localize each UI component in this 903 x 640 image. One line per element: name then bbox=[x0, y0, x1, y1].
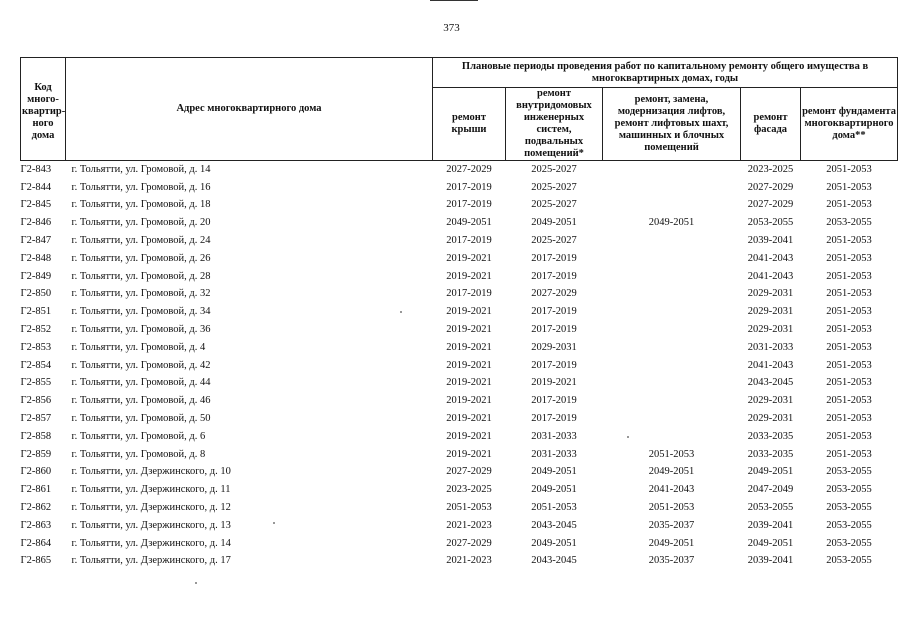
cell-address: г. Тольятти, ул. Дзержинского, д. 14 bbox=[71, 537, 231, 549]
cell-facade: 2029-2031 bbox=[747, 288, 794, 300]
cell-foundation: 2051-2053 bbox=[826, 341, 872, 353]
table-row bbox=[21, 286, 898, 304]
cell-engineering: 2017-2019 bbox=[531, 395, 577, 407]
cell-address: г. Тольятти, ул. Дзержинского, д. 11 bbox=[71, 484, 231, 496]
cell-roof: 2017-2019 bbox=[446, 288, 492, 300]
cell-foundation: 2051-2053 bbox=[826, 306, 872, 318]
cell-roof: 2019-2021 bbox=[446, 306, 492, 318]
cell-lifts bbox=[603, 250, 741, 268]
cell-address: г. Тольятти, ул. Громовой, д. 44 bbox=[71, 377, 211, 389]
cell-facade: 2033-2035 bbox=[747, 430, 794, 442]
repair-schedule-table bbox=[20, 57, 898, 570]
cell-foundation: 2053-2055 bbox=[826, 466, 872, 478]
cell-engineering: 2017-2019 bbox=[531, 359, 577, 371]
cell-address: г. Тольятти, ул. Громовой, д. 34 bbox=[71, 306, 211, 318]
table-row bbox=[21, 499, 898, 517]
cell-address: г. Тольятти, ул. Громовой, д. 26 bbox=[71, 252, 211, 264]
cell-engineering: 2029-2031 bbox=[531, 341, 577, 353]
cell-address: г. Тольятти, ул. Громовой, д. 20 bbox=[71, 217, 211, 229]
cell-foundation: 2051-2053 bbox=[826, 252, 872, 264]
cell-facade: 2029-2031 bbox=[747, 413, 794, 425]
cell-address: г. Тольятти, ул. Громовой, д. 36 bbox=[71, 324, 211, 336]
table-row bbox=[21, 357, 898, 375]
cell-facade: 2041-2043 bbox=[747, 252, 794, 264]
table-row bbox=[21, 303, 898, 321]
top-edge-mark bbox=[430, 0, 478, 1]
cell-lifts bbox=[603, 286, 741, 304]
cell-lifts bbox=[603, 303, 741, 321]
table-row bbox=[21, 392, 898, 410]
cell-code: Г2-843 bbox=[20, 163, 52, 175]
cell-lifts bbox=[603, 357, 741, 375]
cell-engineering: 2019-2021 bbox=[531, 377, 577, 389]
table-row bbox=[21, 410, 898, 428]
cell-code: Г2-850 bbox=[20, 288, 52, 300]
cell-foundation: 2051-2053 bbox=[826, 377, 872, 389]
cell-foundation: 2053-2055 bbox=[826, 519, 872, 531]
cell-engineering: 2051-2053 bbox=[531, 502, 577, 514]
cell-lifts bbox=[603, 232, 741, 250]
table-row bbox=[21, 553, 898, 571]
cell-engineering: 2031-2033 bbox=[531, 448, 577, 460]
cell-address: г. Тольятти, ул. Громовой, д. 32 bbox=[71, 288, 211, 300]
cell-foundation: 2053-2055 bbox=[826, 217, 872, 229]
cell-facade: 2023-2025 bbox=[747, 163, 794, 175]
cell-lifts bbox=[603, 375, 741, 393]
cell-facade: 2041-2043 bbox=[747, 359, 794, 371]
cell-code: Г2-857 bbox=[20, 413, 52, 425]
cell-foundation: 2051-2053 bbox=[826, 199, 872, 211]
cell-code: Г2-852 bbox=[20, 324, 52, 336]
cell-lifts bbox=[603, 179, 741, 197]
cell-address: г. Тольятти, ул. Громовой, д. 24 bbox=[71, 235, 211, 247]
cell-lifts bbox=[603, 392, 741, 410]
cell-engineering: 2031-2033 bbox=[531, 430, 577, 442]
cell-facade: 2031-2033 bbox=[747, 341, 794, 353]
table-row bbox=[21, 232, 898, 250]
cell-engineering: 2017-2019 bbox=[531, 270, 577, 282]
cell-address: г. Тольятти, ул. Громовой, д. 28 bbox=[71, 270, 211, 282]
cell-engineering: 2025-2027 bbox=[531, 199, 577, 211]
cell-engineering: 2025-2027 bbox=[531, 181, 577, 193]
table-row bbox=[21, 535, 898, 553]
cell-code: Г2-859 bbox=[20, 448, 52, 460]
cell-roof: 2019-2021 bbox=[446, 252, 492, 264]
table-row bbox=[21, 268, 898, 286]
cell-code: Г2-849 bbox=[20, 270, 52, 282]
cell-roof: 2023-2025 bbox=[446, 484, 492, 496]
header-foundation: ремонт фундамента многоквартирного дома** bbox=[801, 88, 898, 161]
cell-lifts bbox=[603, 428, 741, 446]
header-roof: ремонт крыши bbox=[433, 88, 506, 161]
cell-foundation: 2051-2053 bbox=[826, 270, 872, 282]
table-row bbox=[21, 179, 898, 197]
table-row bbox=[21, 428, 898, 446]
cell-foundation: 2051-2053 bbox=[826, 163, 872, 175]
cell-roof: 2019-2021 bbox=[446, 270, 492, 282]
table-row bbox=[21, 446, 898, 464]
table-row bbox=[21, 481, 898, 499]
cell-code: Г2-855 bbox=[20, 377, 52, 389]
cell-code: Г2-860 bbox=[20, 466, 52, 478]
table-body bbox=[21, 161, 898, 571]
cell-code: Г2-844 bbox=[20, 181, 52, 193]
cell-address: г. Тольятти, ул. Громовой, д. 16 bbox=[71, 181, 211, 193]
cell-engineering: 2025-2027 bbox=[531, 163, 577, 175]
scan-speck bbox=[627, 436, 629, 438]
cell-foundation: 2053-2055 bbox=[826, 537, 872, 549]
cell-code: Г2-848 bbox=[20, 252, 52, 264]
cell-code: Г2-861 bbox=[20, 484, 52, 496]
cell-foundation: 2051-2053 bbox=[826, 359, 872, 371]
table-row bbox=[21, 464, 898, 482]
cell-roof: 2027-2029 bbox=[446, 163, 492, 175]
cell-engineering: 2049-2051 bbox=[531, 484, 577, 496]
cell-engineering: 2049-2051 bbox=[531, 466, 577, 478]
cell-roof: 2019-2021 bbox=[446, 377, 492, 389]
cell-engineering: 2027-2029 bbox=[531, 288, 577, 300]
scan-speck bbox=[273, 522, 275, 524]
cell-engineering: 2025-2027 bbox=[531, 235, 577, 247]
cell-facade: 2053-2055 bbox=[747, 217, 794, 229]
cell-lifts bbox=[603, 410, 741, 428]
cell-code: Г2-851 bbox=[20, 306, 52, 318]
cell-engineering: 2017-2019 bbox=[531, 324, 577, 336]
cell-roof: 2027-2029 bbox=[446, 466, 492, 478]
cell-facade: 2049-2051 bbox=[747, 537, 794, 549]
cell-roof: 2019-2021 bbox=[446, 359, 492, 371]
header-code: Код много-квартир-ного дома bbox=[21, 58, 66, 161]
cell-lifts bbox=[603, 268, 741, 286]
cell-address: г. Тольятти, ул. Громовой, д. 46 bbox=[71, 395, 211, 407]
header-facade: ремонт фасада bbox=[741, 88, 801, 161]
cell-facade: 2029-2031 bbox=[747, 324, 794, 336]
cell-lifts: 2035-2037 bbox=[648, 519, 695, 531]
header-address: Адрес многоквартирного дома bbox=[66, 58, 433, 161]
scan-speck bbox=[195, 582, 197, 584]
cell-code: Г2-847 bbox=[20, 235, 52, 247]
cell-code: Г2-845 bbox=[20, 199, 52, 211]
cell-foundation: 2051-2053 bbox=[826, 430, 872, 442]
cell-roof: 2019-2021 bbox=[446, 430, 492, 442]
cell-lifts: 2035-2037 bbox=[648, 555, 695, 567]
cell-engineering: 2017-2019 bbox=[531, 252, 577, 264]
cell-code: Г2-862 bbox=[20, 502, 52, 514]
header-group: Плановые периоды проведения работ по капитальному ремонту общего имущества в многоквартирных домах, годы bbox=[433, 58, 898, 88]
cell-code: Г2-853 bbox=[20, 341, 52, 353]
cell-foundation: 2051-2053 bbox=[826, 288, 872, 300]
cell-roof: 2021-2023 bbox=[446, 519, 492, 531]
cell-address: г. Тольятти, ул. Дзержинского, д. 12 bbox=[71, 502, 231, 514]
table-row bbox=[21, 517, 898, 535]
cell-address: г. Тольятти, ул. Дзержинского, д. 10 bbox=[71, 466, 231, 478]
cell-roof: 2049-2051 bbox=[446, 217, 492, 229]
table-row bbox=[21, 197, 898, 215]
cell-facade: 2033-2035 bbox=[747, 448, 794, 460]
cell-address: г. Тольятти, ул. Громовой, д. 8 bbox=[71, 448, 206, 460]
cell-facade: 2047-2049 bbox=[747, 484, 794, 496]
cell-address: г. Тольятти, ул. Громовой, д. 14 bbox=[71, 163, 211, 175]
cell-foundation: 2051-2053 bbox=[826, 324, 872, 336]
cell-code: Г2-863 bbox=[20, 519, 52, 531]
cell-foundation: 2051-2053 bbox=[826, 395, 872, 407]
cell-address: г. Тольятти, ул. Дзержинского, д. 13 bbox=[71, 519, 231, 531]
cell-roof: 2017-2019 bbox=[446, 235, 492, 247]
cell-roof: 2019-2021 bbox=[446, 341, 492, 353]
table-row bbox=[21, 375, 898, 393]
cell-foundation: 2051-2053 bbox=[826, 235, 872, 247]
cell-facade: 2039-2041 bbox=[747, 555, 794, 567]
cell-lifts: 2051-2053 bbox=[648, 448, 695, 460]
cell-address: г. Тольятти, ул. Громовой, д. 42 bbox=[71, 359, 211, 371]
cell-lifts bbox=[603, 197, 741, 215]
cell-lifts bbox=[603, 321, 741, 339]
cell-facade: 2027-2029 bbox=[747, 181, 794, 193]
cell-address: г. Тольятти, ул. Громовой, д. 6 bbox=[71, 430, 206, 442]
cell-facade: 2027-2029 bbox=[747, 199, 794, 211]
cell-code: Г2-864 bbox=[20, 537, 52, 549]
cell-foundation: 2051-2053 bbox=[826, 448, 872, 460]
cell-lifts: 2051-2053 bbox=[648, 502, 695, 514]
cell-address: г. Тольятти, ул. Громовой, д. 18 bbox=[71, 199, 211, 211]
cell-lifts: 2049-2051 bbox=[648, 537, 695, 549]
cell-roof: 2017-2019 bbox=[446, 199, 492, 211]
cell-facade: 2043-2045 bbox=[747, 377, 794, 389]
cell-engineering: 2017-2019 bbox=[531, 413, 577, 425]
cell-engineering: 2043-2045 bbox=[531, 519, 577, 531]
cell-roof: 2017-2019 bbox=[446, 181, 492, 193]
cell-roof: 2019-2021 bbox=[446, 395, 492, 407]
cell-facade: 2039-2041 bbox=[747, 235, 794, 247]
header-engineering: ремонт внутридомовых инженерных систем, подвальных помещений* bbox=[506, 88, 603, 161]
header-lifts: ремонт, замена, модернизация лифтов, ремонт лифтовых шахт, машинных и блочных помещений bbox=[603, 88, 741, 161]
cell-roof: 2021-2023 bbox=[446, 555, 492, 567]
cell-lifts: 2041-2043 bbox=[648, 484, 695, 496]
cell-roof: 2019-2021 bbox=[446, 448, 492, 460]
cell-engineering: 2049-2051 bbox=[531, 537, 577, 549]
cell-code: Г2-858 bbox=[20, 430, 52, 442]
cell-foundation: 2053-2055 bbox=[826, 555, 872, 567]
cell-facade: 2049-2051 bbox=[747, 466, 794, 478]
cell-facade: 2041-2043 bbox=[747, 270, 794, 282]
cell-code: Г2-856 bbox=[20, 395, 52, 407]
cell-facade: 2053-2055 bbox=[747, 502, 794, 514]
cell-engineering: 2049-2051 bbox=[531, 217, 577, 229]
cell-engineering: 2017-2019 bbox=[531, 306, 577, 318]
cell-foundation: 2053-2055 bbox=[826, 502, 872, 514]
cell-address: г. Тольятти, ул. Громовой, д. 4 bbox=[71, 341, 206, 353]
cell-facade: 2029-2031 bbox=[747, 395, 794, 407]
table-row bbox=[21, 321, 898, 339]
cell-foundation: 2053-2055 bbox=[826, 484, 872, 496]
cell-foundation: 2051-2053 bbox=[826, 413, 872, 425]
cell-code: Г2-865 bbox=[20, 555, 52, 567]
cell-roof: 2027-2029 bbox=[446, 537, 492, 549]
table-row bbox=[21, 339, 898, 357]
cell-facade: 2029-2031 bbox=[747, 306, 794, 318]
cell-lifts bbox=[603, 339, 741, 357]
cell-code: Г2-846 bbox=[20, 217, 52, 229]
cell-foundation: 2051-2053 bbox=[826, 181, 872, 193]
table-row bbox=[21, 161, 898, 179]
table-row bbox=[21, 214, 898, 232]
cell-address: г. Тольятти, ул. Дзержинского, д. 17 bbox=[71, 555, 231, 567]
cell-roof: 2019-2021 bbox=[446, 413, 492, 425]
table-row bbox=[21, 250, 898, 268]
cell-engineering: 2043-2045 bbox=[531, 555, 577, 567]
page-number: 373 bbox=[443, 22, 460, 34]
cell-roof: 2019-2021 bbox=[446, 324, 492, 336]
cell-lifts: 2049-2051 bbox=[648, 466, 695, 478]
cell-address: г. Тольятти, ул. Громовой, д. 50 bbox=[71, 413, 211, 425]
scan-speck bbox=[400, 311, 402, 313]
cell-facade: 2039-2041 bbox=[747, 519, 794, 531]
cell-roof: 2051-2053 bbox=[446, 502, 492, 514]
cell-lifts bbox=[603, 161, 741, 179]
cell-lifts: 2049-2051 bbox=[648, 217, 695, 229]
cell-code: Г2-854 bbox=[20, 359, 52, 371]
